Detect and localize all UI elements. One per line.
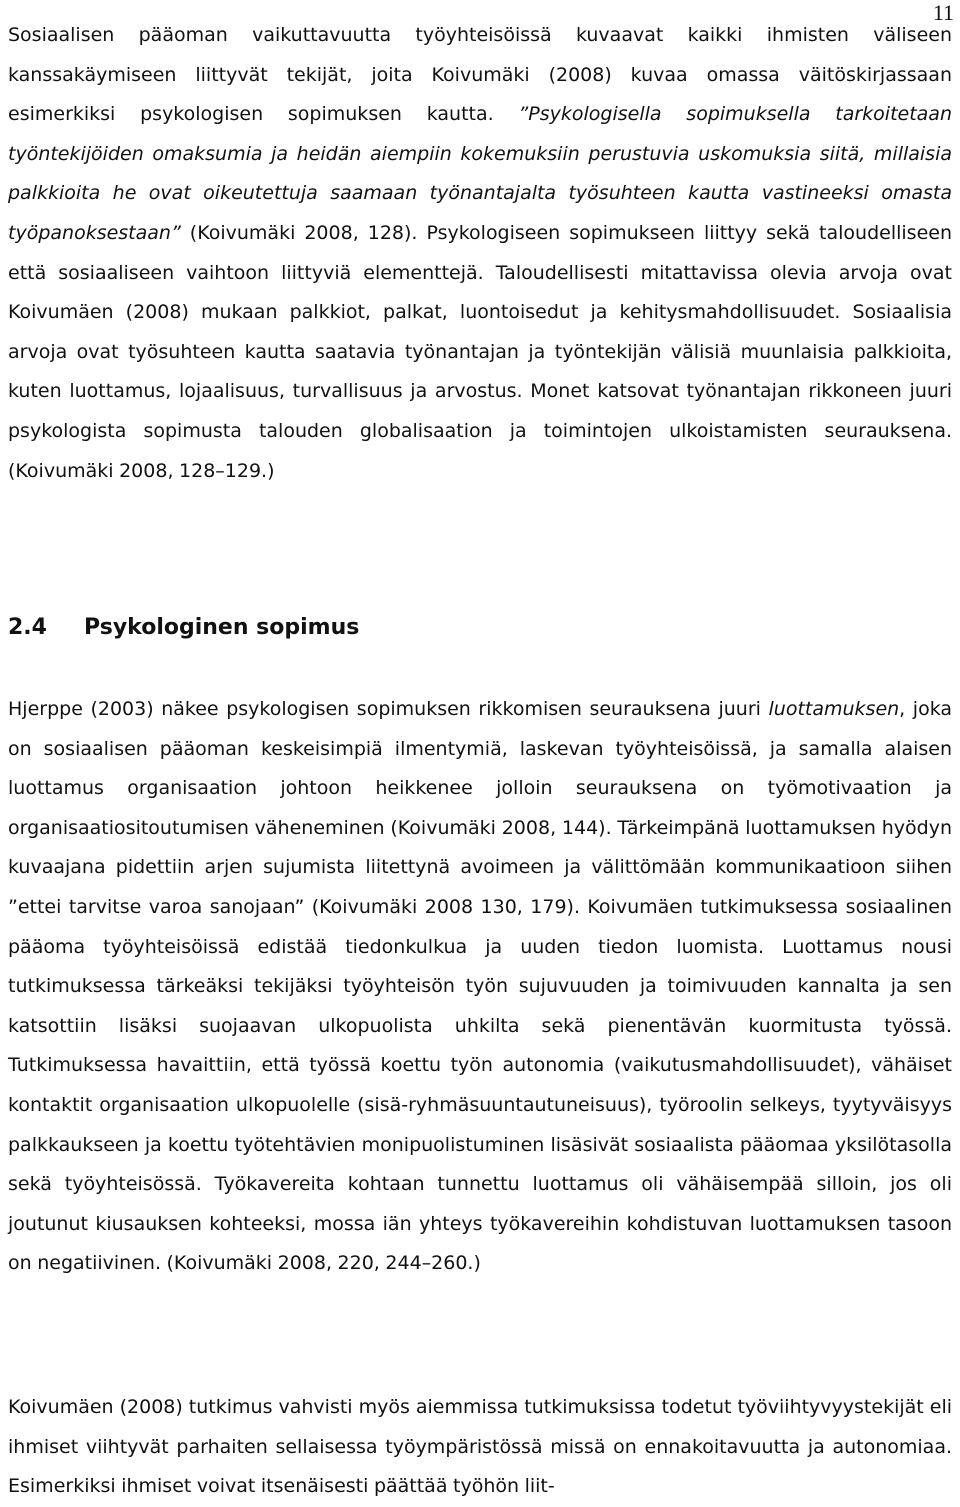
paragraph-intro — [8, 16, 952, 491]
paragraph-wellbeing-text: Koivumäen (2008) tutkimus vahvisti myös aiemmissa tutkimuksissa todetut työviihtyvyystekijät eli ihmiset viihtyvät parhaiten sellaisessa työympäristössä missä on ennakoitavuutta ja autonomiaa. Esimerkiksi ihmiset voivat itsenäisesti päättää työhön liit- — [8, 1396, 952, 1498]
section-title: Psykologinen sopimus — [84, 615, 360, 640]
quote-definition: ”Psykologisella sopimuksella tarkoitetaan työntekijöiden omaksumia ja heidän aiempiin kokemuksiin perustuvia uskomuksia siitä, millaisia palkkioita he ovat oikeutettuja saamaan työnantajalta työsuhteen kautta vastineeksi omasta työpanoksestaan” — [8, 103, 952, 244]
paragraph-trust — [8, 690, 952, 1284]
page-number: 11 — [932, 0, 954, 25]
paragraph-trust-text-a: Hjerppe (2003) näkee psykologisen sopimuksen rikkomisen seurauksena juuri — [8, 698, 769, 720]
paragraph-intro-text-b: (Koivumäki 2008, 128). Psykologiseen sopimukseen liittyy sekä taloudelliseen että sosiaaliseen vaihtoon liittyviä elementtejä. Taloudellisesti mitattavissa olevia arvoja ovat Koivumäen (2008) mukaan palkkiot, palkat, luontoisedut ja kehitysmahdollisuudet. Sosiaalisia arvoja ovat työsuhteen kautta saatavia työnantajan ja työntekijän välisiä muunlaisia palkkioita, kuten luottamus, lojaalisuus, turvallisuus ja arvostus. Monet katsovat työnantajan rikkoneen juuri psykologista sopimusta talouden globalisaation ja toimintojen ulkoistamisten seurauksena. (Koivumäki 2008, 128–129.) — [8, 221, 952, 482]
paragraph-intro-text-a: Sosiaalisen pääoman vaikuttavuutta työyhteisöissä kuvaavat kaikki ihmisten väliseen kanssakäymiseen liittyvät tekijät, joita Koivumäki (2008) kuvaa omassa väitöskirjassaan esimerkiksi psykologisen sopimuksen kautta. — [8, 24, 952, 126]
section-heading — [8, 610, 359, 646]
paragraph-trust-text-b: , joka on sosiaalisen pääoman keskeisimpiä ilmentymiä, laskevan työyhteisöissä, ja samalla alaisen luottamus organisaation johtoon heikkenee jolloin seurauksena on työmotivaation ja organisaatiositoutumisen väheneminen (Koivumäki 2008, 144). Tärkeimpänä luottamuksen hyödyn kuvaajana pidettiin arjen sujumista liitettynä avoimeen ja välittömään kommunikaatioon siihen ”ettei tarvitse varoa sanojaan” (Koivumäki 2008 130, 179). Koivumäen tutkimuksessa sosiaalinen pääoma työyhteisöissä edistää tiedonkulkua ja uuden tiedon luomista. Luottamus nousi tutkimuksessa tärkeäksi tekijäksi työyhteisön työn sujuvuuden ja toimivuuden kannalta ja sen katsottiin lisäksi suojaavan ulkopuolista uhkilta sekä pienentävän kuormitusta työssä. Tutkimuksessa havaittiin, että työssä koettu työn autonomia (vaikutusmahdollisuudet), vähäiset kontaktit organisaation ulkopuolelle (sisä-ryhmäsuuntautuneisuus), työroolin selkeys, tyytyväisyys palkkaukseen ja koettu työtehtävien monipuolistuminen lisäsivät sosiaalista pääomaa yksilötasolla sekä työyhteisössä. Työkavereita kohtaan tunnettu luottamus oli vähäisempää silloin, jos oli joutunut kiusauksen kohteeksi, mossa iän yhteys työkavereihin kohdistuvan luottamuksen tasoon on negatiivinen. (Koivumäki 2008, 220, 244–260.) — [8, 698, 953, 1275]
emphasis-luottamuksen: luottamuksen — [768, 698, 900, 720]
paragraph-wellbeing — [8, 1388, 952, 1507]
section-number: 2.4 — [8, 615, 47, 640]
